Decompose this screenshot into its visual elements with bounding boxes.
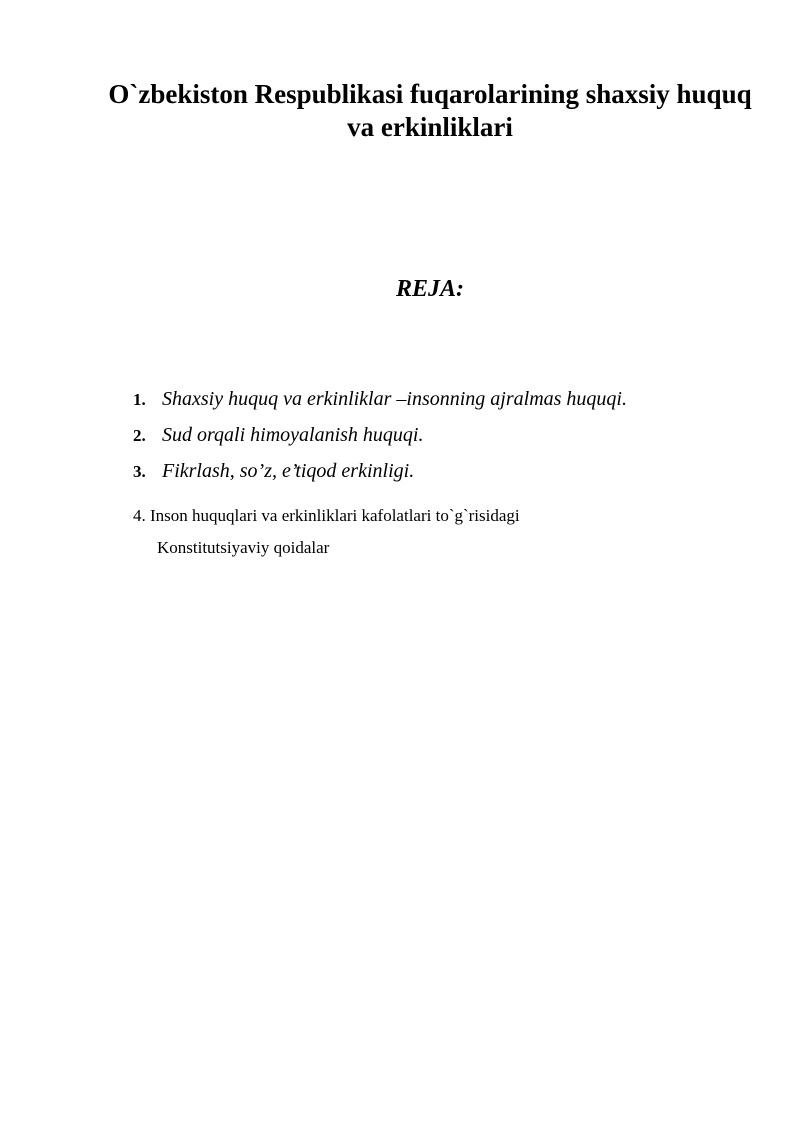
plan-item-4 bbox=[133, 500, 753, 564]
plan-item-text: Shaxsiy huquq va erkinliklar –insonning ajralmas huquqi. bbox=[162, 388, 627, 410]
plan-heading: REJA: bbox=[395, 276, 464, 302]
plan-item-number: 2. bbox=[133, 426, 146, 445]
plan-item-1 bbox=[133, 388, 753, 424]
plan-item-4-line-2: Konstitutsiyaviy qoidalar bbox=[157, 538, 330, 557]
plan-item-2 bbox=[133, 424, 753, 460]
plan-item-number: 1. bbox=[133, 390, 146, 409]
plan-item-number: 3. bbox=[133, 462, 146, 481]
plan-list bbox=[133, 388, 753, 496]
plan-item-text: Sud orqali himoyalanish huquqi. bbox=[162, 424, 424, 446]
plan-item-text: Fikrlash, so’z, e’tiqod erkinligi. bbox=[162, 460, 415, 482]
document-title: O`zbekiston Respublikasi fuqarolarining shaxsiy huquq va erkinliklari bbox=[108, 79, 752, 142]
plan-item-4-line-1: 4. Inson huquqlari va erkinliklari kafolatlari to`g`risidagi bbox=[133, 506, 520, 525]
plan-item-3 bbox=[133, 460, 753, 496]
